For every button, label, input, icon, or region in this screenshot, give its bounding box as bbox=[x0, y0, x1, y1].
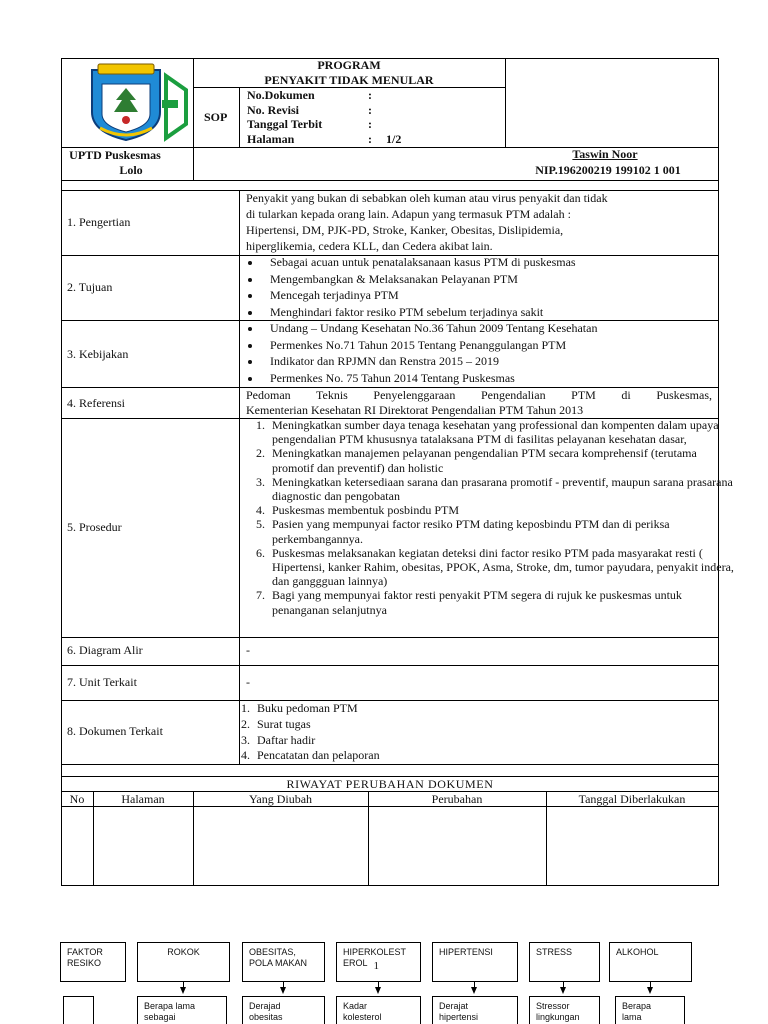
puskesmas-logo bbox=[90, 62, 190, 144]
flow-arrow bbox=[180, 987, 186, 994]
signer-nip: NIP.196200219 199102 1 001 bbox=[535, 163, 681, 177]
unit-terkait-value: - bbox=[246, 675, 250, 689]
list-item: 3. Daftar hadir bbox=[253, 733, 380, 749]
flow-box-label: FAKTOR bbox=[67, 947, 103, 957]
list-item: 6. Puskesmas melaksanakan kegiatan deteksi dini factor resiko PTM pada masyarakat resti ( Hipertensi, kanker Rahim, obesitas, PPOK, Asma, Stroke, dm, tumor payudara, penyakit indera, dan ganggguan lainnya) bbox=[268, 546, 738, 589]
flow-box-label: ROKOK bbox=[167, 947, 200, 957]
flow-box-label: Berapa lama bbox=[144, 1001, 196, 1011]
flow-box-derajad-obesitas bbox=[242, 996, 325, 1024]
list-item: 7. Bagi yang mempunyai faktor resti penyakit PTM segera di rujuk ke puskesmas untuk penanganan selanjutnya bbox=[268, 588, 738, 616]
list-item: 1. Buku pedoman PTM bbox=[253, 701, 380, 717]
flow-box-label-part: EROL bbox=[343, 958, 368, 968]
flow-arrow bbox=[647, 987, 653, 994]
sop-label: SOP bbox=[204, 110, 228, 124]
flow-box-label: OBESITAS, bbox=[249, 947, 296, 957]
flow-box-label: lama bbox=[622, 1012, 642, 1022]
dokumen-list bbox=[231, 701, 380, 764]
list-item: 2. Meningkatkan manajemen pelayanan pengendalian PTM secara komprehensif (terutama promotif dan preventif) dan holistic bbox=[268, 446, 738, 474]
flow-box-empty bbox=[63, 996, 94, 1024]
list-item: 1. Meningkatkan sumber daya tenaga kesehatan yang professional dan kompenten dalam upaya pengendalian PTM khususnya tatalaksana PTM di fasilitas pelayanan kesehatan dasar, bbox=[268, 418, 738, 446]
pengertian-line: di tularkan kepada orang lain. Adapun yang termasuk PTM adalah : bbox=[246, 207, 571, 221]
flow-box-berapa-lama-merokok bbox=[137, 996, 227, 1024]
pengertian-line: hiperglikemia, cedera KLL, dan Cedera akibat lain. bbox=[246, 239, 493, 253]
section-label-tujuan: 2. Tujuan bbox=[67, 280, 113, 294]
section-label-diagram-alir: 6. Diagram Alir bbox=[67, 643, 143, 657]
unit-name-line2: Lolo bbox=[119, 163, 143, 177]
list-item: • Permenkes No. 75 Tahun 2014 Tentang Puskesmas bbox=[262, 371, 597, 387]
history-col-yang-diubah: Yang Diubah bbox=[248, 792, 313, 806]
flow-box-label: Stressor bbox=[536, 1001, 570, 1011]
flow-box-label: POLA MAKAN bbox=[249, 958, 308, 968]
list-item: • Indikator dan RPJMN dan Renstra 2015 – 2019 bbox=[262, 354, 597, 370]
field-label-no-dokumen: No.Dokumen bbox=[247, 88, 315, 102]
flow-arrow bbox=[375, 987, 381, 994]
flow-box-label: Derajad bbox=[249, 1001, 281, 1011]
list-item: 4. Puskesmas membentuk posbindu PTM bbox=[268, 503, 738, 517]
history-col-no: No bbox=[69, 792, 85, 806]
flow-box-label: Kadar bbox=[343, 1001, 368, 1011]
field-value-halaman: 1/2 bbox=[386, 132, 402, 146]
section-label-unit-terkait: 7. Unit Terkait bbox=[67, 675, 137, 689]
flow-box-label: obesitas bbox=[249, 1012, 283, 1022]
field-sep-halaman: : bbox=[368, 132, 372, 146]
flow-box-berapa-lama-alkohol bbox=[615, 996, 685, 1024]
flow-box-label: hipertensi bbox=[439, 1012, 479, 1022]
prosedur-list bbox=[246, 418, 738, 617]
flow-box-label: sebagai bbox=[144, 1012, 176, 1022]
list-item: • Undang – Undang Kesehatan No.36 Tahun 2009 Tentang Kesehatan bbox=[262, 321, 597, 337]
history-col-perubahan: Perubahan bbox=[431, 792, 483, 806]
pengertian-line: Hipertensi, DM, PJK-PD, Stroke, Kanker, Obesitas, Dislipidemia, bbox=[246, 223, 564, 237]
list-item: • Mengembangkan & Melaksanakan Pelayanan PTM bbox=[262, 272, 576, 288]
flow-arrow bbox=[471, 987, 477, 994]
program-title-line1: PROGRAM bbox=[317, 58, 381, 72]
flow-box-stress bbox=[529, 942, 600, 982]
flow-box-label: HIPERKOLEST bbox=[343, 947, 407, 957]
referensi-line: Kementerian Kesehatan RI Direktorat Pengendalian PTM Tahun 2013 bbox=[246, 403, 584, 417]
diagram-alir-value: - bbox=[246, 643, 250, 657]
list-item: 3. Meningkatkan ketersediaan sarana dan prasarana promotif - preventif, maupun sarana prasarana diagnostic dan pengobatan bbox=[268, 475, 738, 503]
tujuan-list bbox=[244, 255, 576, 320]
signer-name: Taswin Noor bbox=[572, 147, 638, 161]
flow-box-label: ALKOHOL bbox=[616, 947, 659, 957]
kebijakan-list bbox=[244, 321, 597, 386]
flow-arrow bbox=[280, 987, 286, 994]
field-label-no-revisi: No. Revisi bbox=[247, 103, 299, 117]
flow-box-stressor-lingkungan bbox=[529, 996, 600, 1024]
field-sep-tanggal-terbit: : bbox=[368, 117, 372, 131]
flow-box-derajat-hipertensi bbox=[432, 996, 518, 1024]
referensi-line: Pedoman Teknis Penyelenggaraan Pengendalian PTM di Puskesmas, bbox=[246, 388, 712, 402]
section-label-kebijakan: 3. Kebijakan bbox=[67, 347, 129, 361]
section-label-pengertian: 1. Pengertian bbox=[67, 215, 131, 229]
pengertian-line: Penyakit yang bukan di sebabkan oleh kuman atau virus penyakit dan tidak bbox=[246, 191, 608, 205]
list-item: 4. Pencatatan dan pelaporan bbox=[253, 748, 380, 764]
list-item: • Sebagai acuan untuk penatalaksanaan kasus PTM di puskesmas bbox=[262, 255, 576, 271]
field-label-tanggal-terbit: Tanggal Terbit bbox=[247, 117, 323, 131]
list-item: • Menghindari faktor resiko PTM sebelum terjadinya sakit bbox=[262, 305, 576, 321]
program-title-line2: PENYAKIT TIDAK MENULAR bbox=[264, 73, 434, 87]
section-label-prosedur: 5. Prosedur bbox=[67, 520, 122, 534]
flow-box-alkohol bbox=[609, 942, 692, 982]
list-item: • Permenkes No.71 Tahun 2015 Tentang Penanggulangan PTM bbox=[262, 338, 597, 354]
list-item: 2. Surat tugas bbox=[253, 717, 380, 733]
flow-box-hiperkolesterol bbox=[336, 942, 421, 982]
field-sep-no-revisi: : bbox=[368, 103, 372, 117]
flow-box-obesitas bbox=[242, 942, 325, 982]
flow-box-label: STRESS bbox=[536, 947, 573, 957]
flow-box-label: lingkungan bbox=[536, 1012, 580, 1022]
field-label-halaman: Halaman bbox=[247, 132, 295, 146]
flow-box-label: Berapa bbox=[622, 1001, 652, 1011]
flow-box-label: Derajat bbox=[439, 1001, 469, 1011]
flow-box-label: kolesterol bbox=[343, 1012, 382, 1022]
list-item: • Mencegah terjadinya PTM bbox=[262, 288, 576, 304]
unit-name-line1: UPTD Puskesmas bbox=[69, 148, 161, 162]
flow-marker: 1 bbox=[373, 960, 380, 972]
list-item: 5. Pasien yang mempunyai factor resiko PTM dating keposbindu PTM dan di periksa perkembangannya. bbox=[268, 517, 738, 545]
flow-box-rokok bbox=[137, 942, 230, 982]
history-title: RIWAYAT PERUBAHAN DOKUMEN bbox=[286, 777, 494, 791]
flow-box-label: RESIKO bbox=[67, 958, 102, 968]
flow-box-kadar-kolesterol bbox=[336, 996, 421, 1024]
flow-arrow bbox=[560, 987, 566, 994]
flow-box-hipertensi bbox=[432, 942, 518, 982]
section-label-referensi: 4. Referensi bbox=[67, 396, 125, 410]
section-label-dokumen-terkait: 8. Dokumen Terkait bbox=[67, 724, 163, 738]
flow-box-label bbox=[343, 958, 414, 972]
history-col-tanggal: Tanggal Diberlakukan bbox=[578, 792, 686, 806]
flow-box-faktor-resiko bbox=[60, 942, 126, 982]
history-col-halaman: Halaman bbox=[121, 792, 165, 806]
flow-box-label: HIPERTENSI bbox=[439, 947, 493, 957]
field-sep-no-dokumen: : bbox=[368, 88, 372, 102]
